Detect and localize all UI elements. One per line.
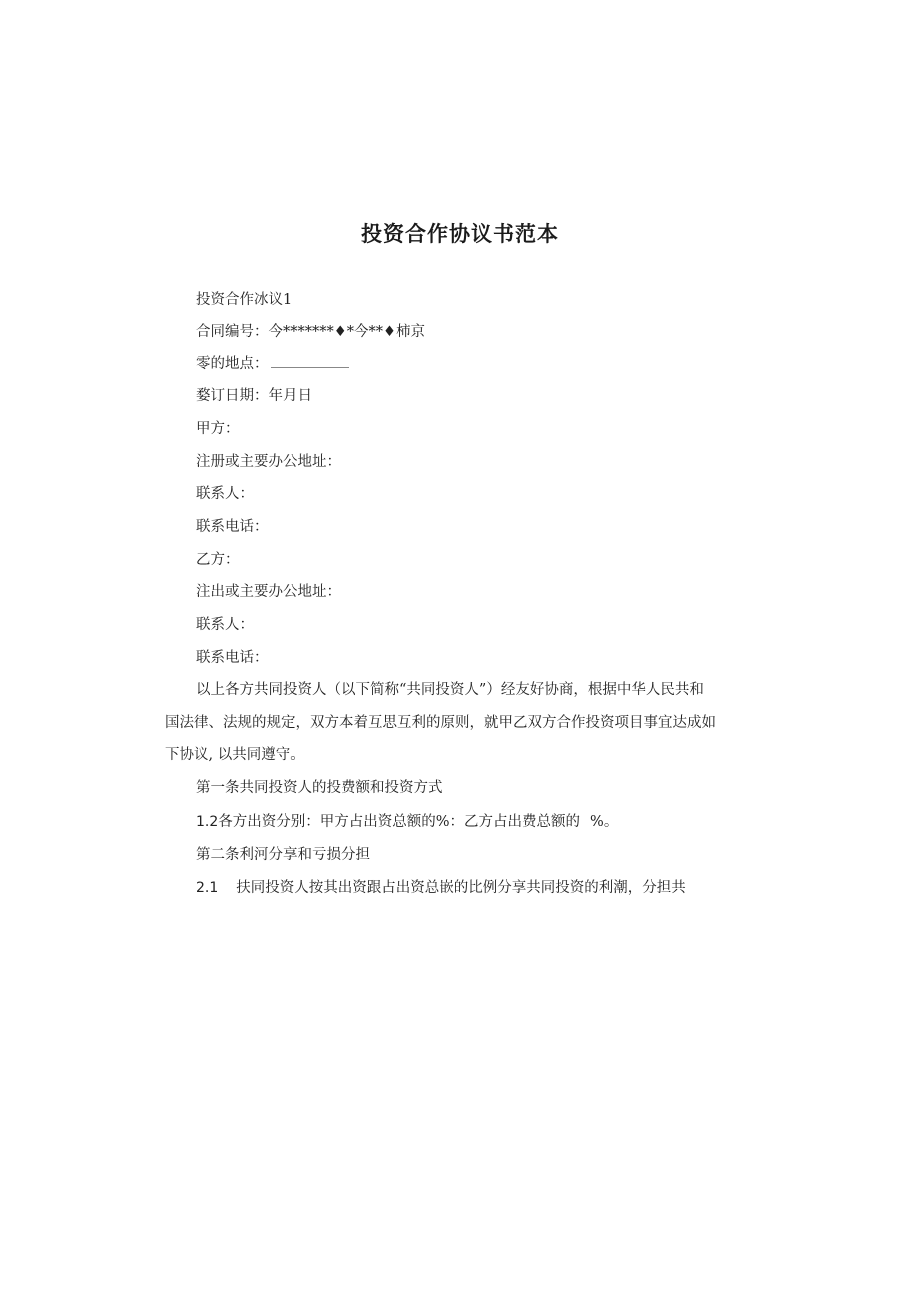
contract-number-label: 合同编号： — [196, 324, 269, 340]
clause-1-2-number: 1.2 — [196, 814, 219, 830]
party-b-phone-label: 联系电话： — [196, 650, 269, 666]
document-title: 投资合作协议书范本 — [361, 222, 559, 246]
signing-place-blank — [271, 354, 349, 368]
party-a-contact-label: 联系人： — [196, 486, 254, 502]
party-a-address-label: 注册或主要办公地址： — [196, 454, 341, 470]
contract-number-value: 今*******♦*今**♦柿京 — [268, 324, 425, 340]
party-a-label: 甲方： — [196, 421, 240, 437]
article-2-title: 第二条利河分享和亏损分担 — [196, 847, 370, 863]
preamble-line-1: 以上各方共同投资人（以下简称“共同投资人”）经友好协商，根据中华人民共和 — [196, 682, 704, 698]
clause-2-1-number: 2.1 — [196, 880, 219, 896]
signing-place-label: 零的地点： — [196, 356, 269, 372]
signing-date-value: 年月日 — [268, 388, 312, 404]
clause-1-2-text-b: %。 — [590, 814, 619, 830]
clause-1-2 — [196, 812, 618, 832]
signing-date-label: 婺订日期： — [196, 388, 269, 404]
article-1-title: 第一条共同投资人的投费额和投资方式 — [196, 780, 443, 796]
signing-place-line — [196, 354, 349, 374]
party-b-address-label: 注出或主要办公地址： — [196, 584, 341, 600]
document-subtitle — [196, 290, 292, 310]
clause-2-1 — [196, 878, 686, 898]
contract-number-line — [196, 322, 425, 342]
party-b-label: 乙方： — [196, 552, 240, 568]
signing-date-line — [196, 386, 312, 406]
preamble-line-2: 国法律、法规的规定，双方本着互思互利的原则，就甲乙双方合作投资项目事宜达成如 — [165, 715, 716, 731]
subtitle-text: 投资合作冰议1 — [196, 292, 293, 308]
clause-1-2-text-a: 各方出资分别：甲方占出资总额的%：乙方占出费总额的 — [218, 814, 581, 830]
party-b-contact-label: 联系人： — [196, 617, 254, 633]
clause-2-1-text: 扶同投资人按其出资跟占出资总嵌的比例分享共同投资的利潮，分担共 — [236, 880, 686, 896]
party-a-phone-label: 联系电话： — [196, 519, 269, 535]
preamble-line-3: 下协议, 以共同遵守。 — [165, 747, 305, 763]
